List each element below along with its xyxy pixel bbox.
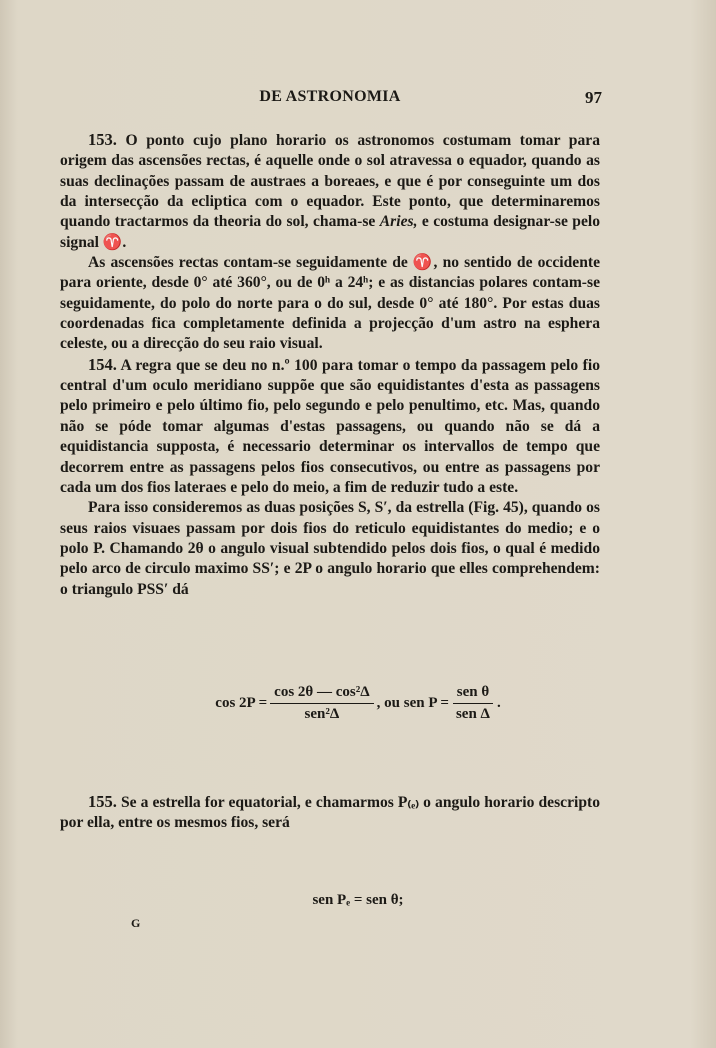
section-155 xyxy=(60,792,600,834)
section-153-paragraph-1 xyxy=(60,130,600,253)
running-title: DE ASTRONOMIA xyxy=(259,88,401,105)
formula-lhs: cos 2P = xyxy=(215,695,268,711)
fraction-1 xyxy=(270,684,373,723)
formula-cos-2p xyxy=(0,684,716,723)
aries-term: Aries, xyxy=(379,213,418,231)
fraction-denominator: sen²Δ xyxy=(304,706,340,722)
section-153-paragraph-2: As ascensões rectas contam-se seguidamente de ♈, no sentido de occidente para oriente, desde 0° até 360°, ou de 0ʰ a 24ʰ; e as distancias polares contam-se seguidamente, do polo do norte para o do sul, desde 0° até 180°. Por estas duas coordenadas fica completamente definida a projecção d'um astro na esphera celeste, ou a direcção do seu raio visual. xyxy=(60,254,600,353)
page-header xyxy=(60,88,600,114)
section-number: 155. xyxy=(88,792,117,811)
section-number: 154. xyxy=(88,354,117,374)
paragraph-text: A regra que se deu no n.º 100 para tomar o tempo da passagem pelo fio central d'um oculo meridiano suppõe que são equidistantes d'esta as passagens pelo primeiro e pelo último fio, pelo segundo e pelo penultimo, etc. Mas, quando não se póde tomar algumas d'estas passagens, ou quando não se dá a equidistancia supposta, é necessario determinar os intervallos de tempo que decorrem entre as passagens pelos fios consecutivos, ou entre as passagens por cada um dos fios lateraes e pelo do meio, a fim de reduzir tudo a este. xyxy=(60,356,601,496)
main-text xyxy=(60,130,600,600)
formula-sen-pe xyxy=(0,892,716,909)
section-155-paragraph xyxy=(60,792,600,834)
formula-separator: , ou sen P = xyxy=(376,695,449,711)
paragraph-text: O ponto cujo plano horario os astronomos costumam tomar para origem das ascensões rectas, é aquelle onde o sol atravessa o equador, quando as suas declinações passam de austraes a boreaes, e que é por conseguinte um dos da intersecção da ecliptica com o equador. Este ponto, que determinaremos quando tractarmos da theoria do sol, chama-se xyxy=(60,132,600,231)
signature-mark: G xyxy=(131,916,141,930)
formula-end: . xyxy=(496,695,501,711)
formula-text: sen Pₑ = sen θ; xyxy=(312,892,404,908)
fraction-numerator: sen θ xyxy=(453,684,493,704)
fraction-denominator: sen Δ xyxy=(455,706,490,722)
fraction-2 xyxy=(452,684,494,723)
section-number: 153. xyxy=(88,130,117,149)
paragraph-text: Se a estrella for equatorial, e chamarmos P₍ₑ₎ o angulo horario descripto por ella, entre os mesmos fios, será xyxy=(60,794,600,832)
fraction-numerator: cos 2θ — cos²Δ xyxy=(270,684,373,704)
section-154-paragraph-2: Para isso consideremos as duas posições S, S′, da estrella (Fig. 45), quando os seus raios visuaes passam por dois fios do reticulo equidistantes do medio; e o polo P. Chamando 2θ o angulo visual subtendido pelos dois fios, o qual é medido pelo arco de circulo maximo SS′; e 2P o angulo horario que elles comprehendem: o triangulo PSS′ dá xyxy=(60,499,600,598)
paragraph-text: e costuma designar-se pelo signal ♈. xyxy=(60,213,600,251)
page-number: 97 xyxy=(585,88,602,107)
section-154-paragraph-1 xyxy=(60,355,600,498)
